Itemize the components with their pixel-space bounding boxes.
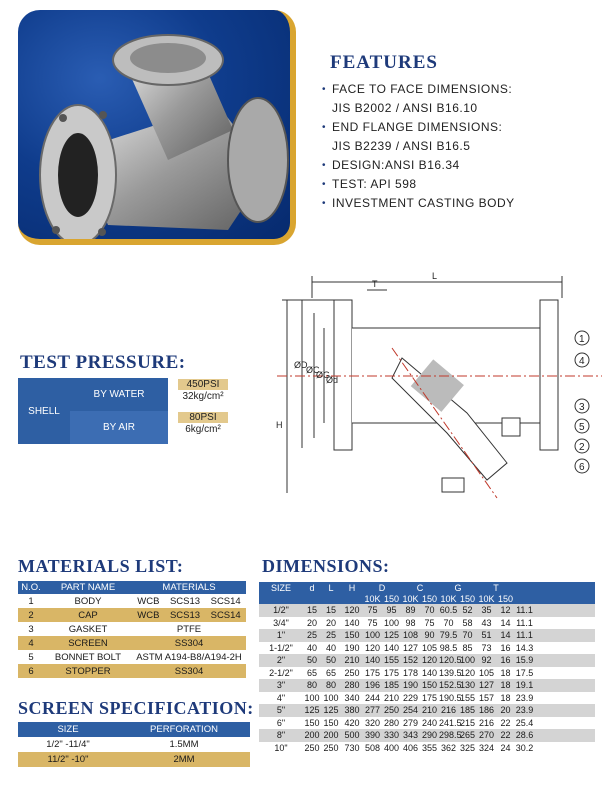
bullet-icon: • <box>322 198 327 209</box>
table-cell: 406 <box>402 742 419 753</box>
table-cell: 330 <box>383 730 400 741</box>
table-row: 4 SCREEN SS304 <box>18 636 246 650</box>
table-cell: 277 <box>364 705 381 716</box>
table-cell: 52 <box>462 605 473 616</box>
y-strainer-photo <box>18 10 296 245</box>
dim-C-label: ØC <box>306 365 320 375</box>
table-cell: 140 <box>383 642 400 653</box>
table-cell: 100 <box>323 692 339 703</box>
table-cell: 150 <box>323 717 339 728</box>
table-cell: 380 <box>344 705 360 716</box>
table-row <box>259 742 595 755</box>
table-cell: 210 <box>344 655 360 666</box>
table-cell: 15 <box>325 605 336 616</box>
table-cell: 18 <box>500 692 511 703</box>
table-cell: 108 <box>402 630 419 641</box>
dimensions-body <box>259 604 595 754</box>
table-cell: 95 <box>386 605 397 616</box>
table-row <box>259 717 595 730</box>
table-cell: 23.9 <box>515 692 534 703</box>
dim-d-label: Ød <box>326 375 339 385</box>
features-title: FEATURES <box>330 52 438 73</box>
table-cell: 105 <box>478 667 495 678</box>
table-cell: 12 <box>500 605 511 616</box>
table-cell: 250 <box>323 742 339 753</box>
table-cell: 140 <box>344 617 360 628</box>
table-row <box>259 617 595 630</box>
table-cell: 85 <box>462 642 473 653</box>
dimensions-title: DIMENSIONS: <box>262 556 390 576</box>
table-cell: 290 <box>421 730 438 741</box>
dim-D-label: ØD <box>294 360 308 370</box>
test-pressure-title: TEST PRESSURE: <box>20 352 186 373</box>
table-cell: 79.5 <box>439 630 458 641</box>
table-cell: 200 <box>304 730 320 741</box>
table-row: 2 CAP WCB SCS13 SCS14 <box>18 608 246 622</box>
table-cell: 43 <box>481 617 492 628</box>
table-cell: 130 <box>459 680 476 691</box>
callout-5: 5 <box>579 422 585 433</box>
feature-item: • DESIGN:ANSI B16.34 <box>322 156 515 175</box>
shell-cell: SHELL <box>18 378 70 444</box>
table-cell: 280 <box>344 680 360 691</box>
table-cell: 210 <box>383 692 400 703</box>
table-cell: 216 <box>440 705 457 716</box>
table-cell: 98.5 <box>439 642 458 653</box>
table-cell: 140 <box>421 667 438 678</box>
table-cell: 390 <box>364 730 381 741</box>
callout-4: 4 <box>579 356 585 367</box>
table-cell: 40 <box>306 642 317 653</box>
by-water-cell: BY WATER <box>70 378 168 411</box>
table-cell: 50 <box>306 655 317 666</box>
table-cell: 25 <box>306 630 317 641</box>
table-header: SIZE d L H D C G T <box>259 582 595 593</box>
table-cell: 420 <box>344 717 360 728</box>
table-cell: 340 <box>344 692 360 703</box>
table-cell: 4" <box>276 692 286 703</box>
water-value-cell <box>168 378 238 411</box>
table-cell: 70 <box>443 617 454 628</box>
table-cell: 14 <box>500 617 511 628</box>
table-cell: 18 <box>500 667 511 678</box>
table-cell: 30.2 <box>515 742 534 753</box>
table-cell: 1/2" <box>273 605 289 616</box>
table-cell: 240 <box>421 717 438 728</box>
dimensions-table <box>259 582 595 754</box>
table-cell: 11.1 <box>516 617 533 628</box>
table-cell: 92 <box>481 655 492 666</box>
table-cell: 100 <box>304 692 320 703</box>
table-cell: 120.5 <box>439 655 462 666</box>
table-cell: 400 <box>383 742 400 753</box>
table-cell: 730 <box>344 742 360 753</box>
feature-item: • TEST: API 598 <box>322 175 515 194</box>
table-cell: 20 <box>325 617 336 628</box>
table-cell: 105 <box>421 642 438 653</box>
table-cell: 150 <box>344 630 360 641</box>
table-cell: 1" <box>276 630 286 641</box>
air-value-cell <box>168 411 238 444</box>
table-cell: 280 <box>383 717 400 728</box>
feature-item: • FACE TO FACE DIMENSIONS: <box>322 80 515 99</box>
table-cell: 125 <box>383 630 400 641</box>
table-cell: 22 <box>500 730 511 741</box>
table-cell: 190 <box>344 642 360 653</box>
table-cell: 140 <box>364 655 381 666</box>
table-cell: 152.5 <box>439 680 462 691</box>
dim-L-label: L <box>432 271 438 281</box>
table-cell: 175 <box>364 667 381 678</box>
table-cell: 100 <box>383 617 400 628</box>
water-kg: 32kg/cm² <box>182 391 224 402</box>
table-cell: 185 <box>383 680 400 691</box>
table-cell: 14.3 <box>515 642 534 653</box>
table-cell: 15.9 <box>515 655 534 666</box>
table-cell: 23.9 <box>515 705 534 716</box>
screen-spec-table <box>18 722 250 767</box>
callout-1: 1 <box>579 334 585 345</box>
table-row: 3 GASKET PTFE <box>28 623 202 635</box>
table-cell: 265 <box>459 730 476 741</box>
table-cell: 355 <box>421 742 438 753</box>
table-cell: 244 <box>364 692 381 703</box>
table-cell: 75 <box>367 605 378 616</box>
table-header: SIZE PERFORATION <box>18 722 250 737</box>
table-cell: 51 <box>481 630 492 641</box>
table-cell: 190 <box>402 680 419 691</box>
table-cell: 6" <box>276 717 286 728</box>
table-cell: 16 <box>500 642 511 653</box>
table-cell: 250 <box>344 667 360 678</box>
table-cell: 229 <box>402 692 419 703</box>
table-cell: 89 <box>405 605 416 616</box>
table-cell: 185 <box>459 705 476 716</box>
feature-sub: JIS B2239 / ANSI B16.5 <box>332 139 471 153</box>
table-row <box>259 692 595 705</box>
table-cell: 250 <box>304 742 320 753</box>
table-cell: 324 <box>478 742 495 753</box>
table-row: 11/2" -10" 2MM <box>18 752 250 767</box>
table-cell: 28.6 <box>515 730 534 741</box>
table-cell: 65 <box>306 667 317 678</box>
table-cell: 343 <box>402 730 419 741</box>
water-psi: 450PSI <box>178 379 228 390</box>
table-header: N.O. PART NAME MATERIALS <box>18 581 246 594</box>
table-cell: 178 <box>402 667 419 678</box>
callout-6: 6 <box>579 462 585 473</box>
table-cell: 18 <box>500 680 511 691</box>
table-cell: 60.5 <box>439 605 458 616</box>
table-cell: 58 <box>462 617 473 628</box>
table-cell: 254 <box>402 705 419 716</box>
table-cell: 25 <box>325 630 336 641</box>
table-cell: 70 <box>462 630 473 641</box>
table-cell: 186 <box>478 705 495 716</box>
table-cell: 2-1/2" <box>269 667 293 678</box>
bullet-icon: • <box>322 122 327 133</box>
table-cell: 270 <box>478 730 495 741</box>
table-cell: 120 <box>459 667 476 678</box>
table-cell: 157 <box>478 692 495 703</box>
table-cell: 11.1 <box>516 630 533 641</box>
table-cell: 5" <box>276 705 286 716</box>
table-cell: 125 <box>323 705 339 716</box>
bullet-icon: • <box>322 160 327 171</box>
table-row <box>259 667 595 680</box>
table-cell: 90 <box>424 630 435 641</box>
table-cell: 362 <box>440 742 457 753</box>
table-row <box>259 642 595 655</box>
table-cell: 175 <box>421 692 438 703</box>
table-cell: 14 <box>500 630 511 641</box>
bullet-icon: • <box>322 84 327 95</box>
table-cell: 320 <box>364 717 381 728</box>
table-cell: 1-1/2" <box>269 642 293 653</box>
table-cell: 3/4" <box>273 617 289 628</box>
table-row <box>259 654 595 667</box>
screen-spec-title: SCREEN SPECIFICATION: <box>18 698 254 718</box>
feature-item: • INVESTMENT CASTING BODY <box>322 194 515 213</box>
table-row <box>259 704 595 717</box>
table-cell: 279 <box>402 717 419 728</box>
table-cell: 25.4 <box>515 717 534 728</box>
table-cell: 125 <box>304 705 320 716</box>
callout-3: 3 <box>579 402 585 413</box>
table-subheader: 10K 150 10K 150 10K 150 10K 150 <box>259 593 595 604</box>
table-cell: 16 <box>500 655 511 666</box>
table-cell: 216 <box>478 717 495 728</box>
table-cell: 150 <box>304 717 320 728</box>
table-cell: 127 <box>402 642 419 653</box>
table-cell: 196 <box>364 680 381 691</box>
table-row <box>259 629 595 642</box>
table-cell: 8" <box>276 730 286 741</box>
table-cell: 190.5 <box>439 692 462 703</box>
table-cell: 120 <box>344 605 360 616</box>
dim-T-label: T <box>372 279 378 289</box>
air-psi: 80PSI <box>178 412 228 423</box>
test-pressure-table <box>18 378 238 444</box>
table-cell: 215 <box>459 717 476 728</box>
table-cell: 20 <box>500 705 511 716</box>
table-cell: 19.1 <box>515 680 534 691</box>
table-cell: 80 <box>306 680 317 691</box>
table-cell: 35 <box>481 605 492 616</box>
table-cell: 298.5 <box>439 730 462 741</box>
table-cell: 152 <box>402 655 419 666</box>
table-row: 6 STOPPER SS304 <box>18 664 246 678</box>
table-cell: 80 <box>325 680 336 691</box>
table-cell: 24 <box>500 742 511 753</box>
callout-2: 2 <box>579 442 585 453</box>
table-cell: 10" <box>274 742 288 753</box>
table-cell: 20 <box>306 617 317 628</box>
features-list <box>322 80 515 213</box>
table-cell: 200 <box>323 730 339 741</box>
table-cell: 120 <box>364 642 381 653</box>
table-row: 1/2" -11/4" 1.5MM <box>46 739 199 750</box>
table-row <box>259 729 595 742</box>
table-cell: 17.5 <box>515 667 534 678</box>
table-cell: 325 <box>459 742 476 753</box>
feature-item: • END FLANGE DIMENSIONS: <box>322 118 515 137</box>
product-photo <box>18 10 296 245</box>
table-cell: 155 <box>459 692 476 703</box>
air-kg: 6kg/cm² <box>185 424 221 435</box>
table-cell: 73 <box>481 642 492 653</box>
table-row <box>259 679 595 692</box>
table-cell: 2" <box>276 655 286 666</box>
table-cell: 155 <box>383 655 400 666</box>
table-cell: 11.1 <box>516 605 533 616</box>
table-cell: 50 <box>325 655 336 666</box>
table-cell: 150 <box>421 680 438 691</box>
bullet-icon: • <box>322 179 327 190</box>
table-cell: 75 <box>424 617 435 628</box>
table-cell: 241.5 <box>439 717 462 728</box>
table-cell: 100 <box>459 655 476 666</box>
table-cell: 139.5 <box>439 667 462 678</box>
table-cell: 500 <box>344 730 360 741</box>
table-cell: 65 <box>325 667 336 678</box>
table-cell: 15 <box>306 605 317 616</box>
table-cell: 508 <box>364 742 381 753</box>
feature-sub: JIS B2002 / ANSI B16.10 <box>332 101 478 115</box>
table-row: 5 BONNET BOLT ASTM A194-B8/A194-2H <box>28 651 242 663</box>
dim-H-label: H <box>276 420 283 430</box>
table-cell: 98 <box>405 617 416 628</box>
table-row: 1 BODY WCB SCS13 SCS14 <box>28 595 241 607</box>
table-cell: 210 <box>421 705 438 716</box>
table-cell: 100 <box>364 630 381 641</box>
by-air-cell: BY AIR <box>70 411 168 444</box>
table-cell: 127 <box>478 680 495 691</box>
table-cell: 3" <box>276 680 286 691</box>
table-cell: 250 <box>383 705 400 716</box>
materials-table <box>18 581 246 678</box>
table-cell: 22 <box>500 717 511 728</box>
table-row <box>259 604 595 617</box>
materials-title: MATERIALS LIST: <box>18 556 184 576</box>
table-cell: 175 <box>383 667 400 678</box>
table-cell: 120 <box>421 655 438 666</box>
technical-drawing <box>272 268 602 518</box>
dim-G-label: ØG <box>316 370 331 380</box>
table-cell: 75 <box>367 617 378 628</box>
table-cell: 40 <box>325 642 336 653</box>
table-cell: 70 <box>424 605 435 616</box>
